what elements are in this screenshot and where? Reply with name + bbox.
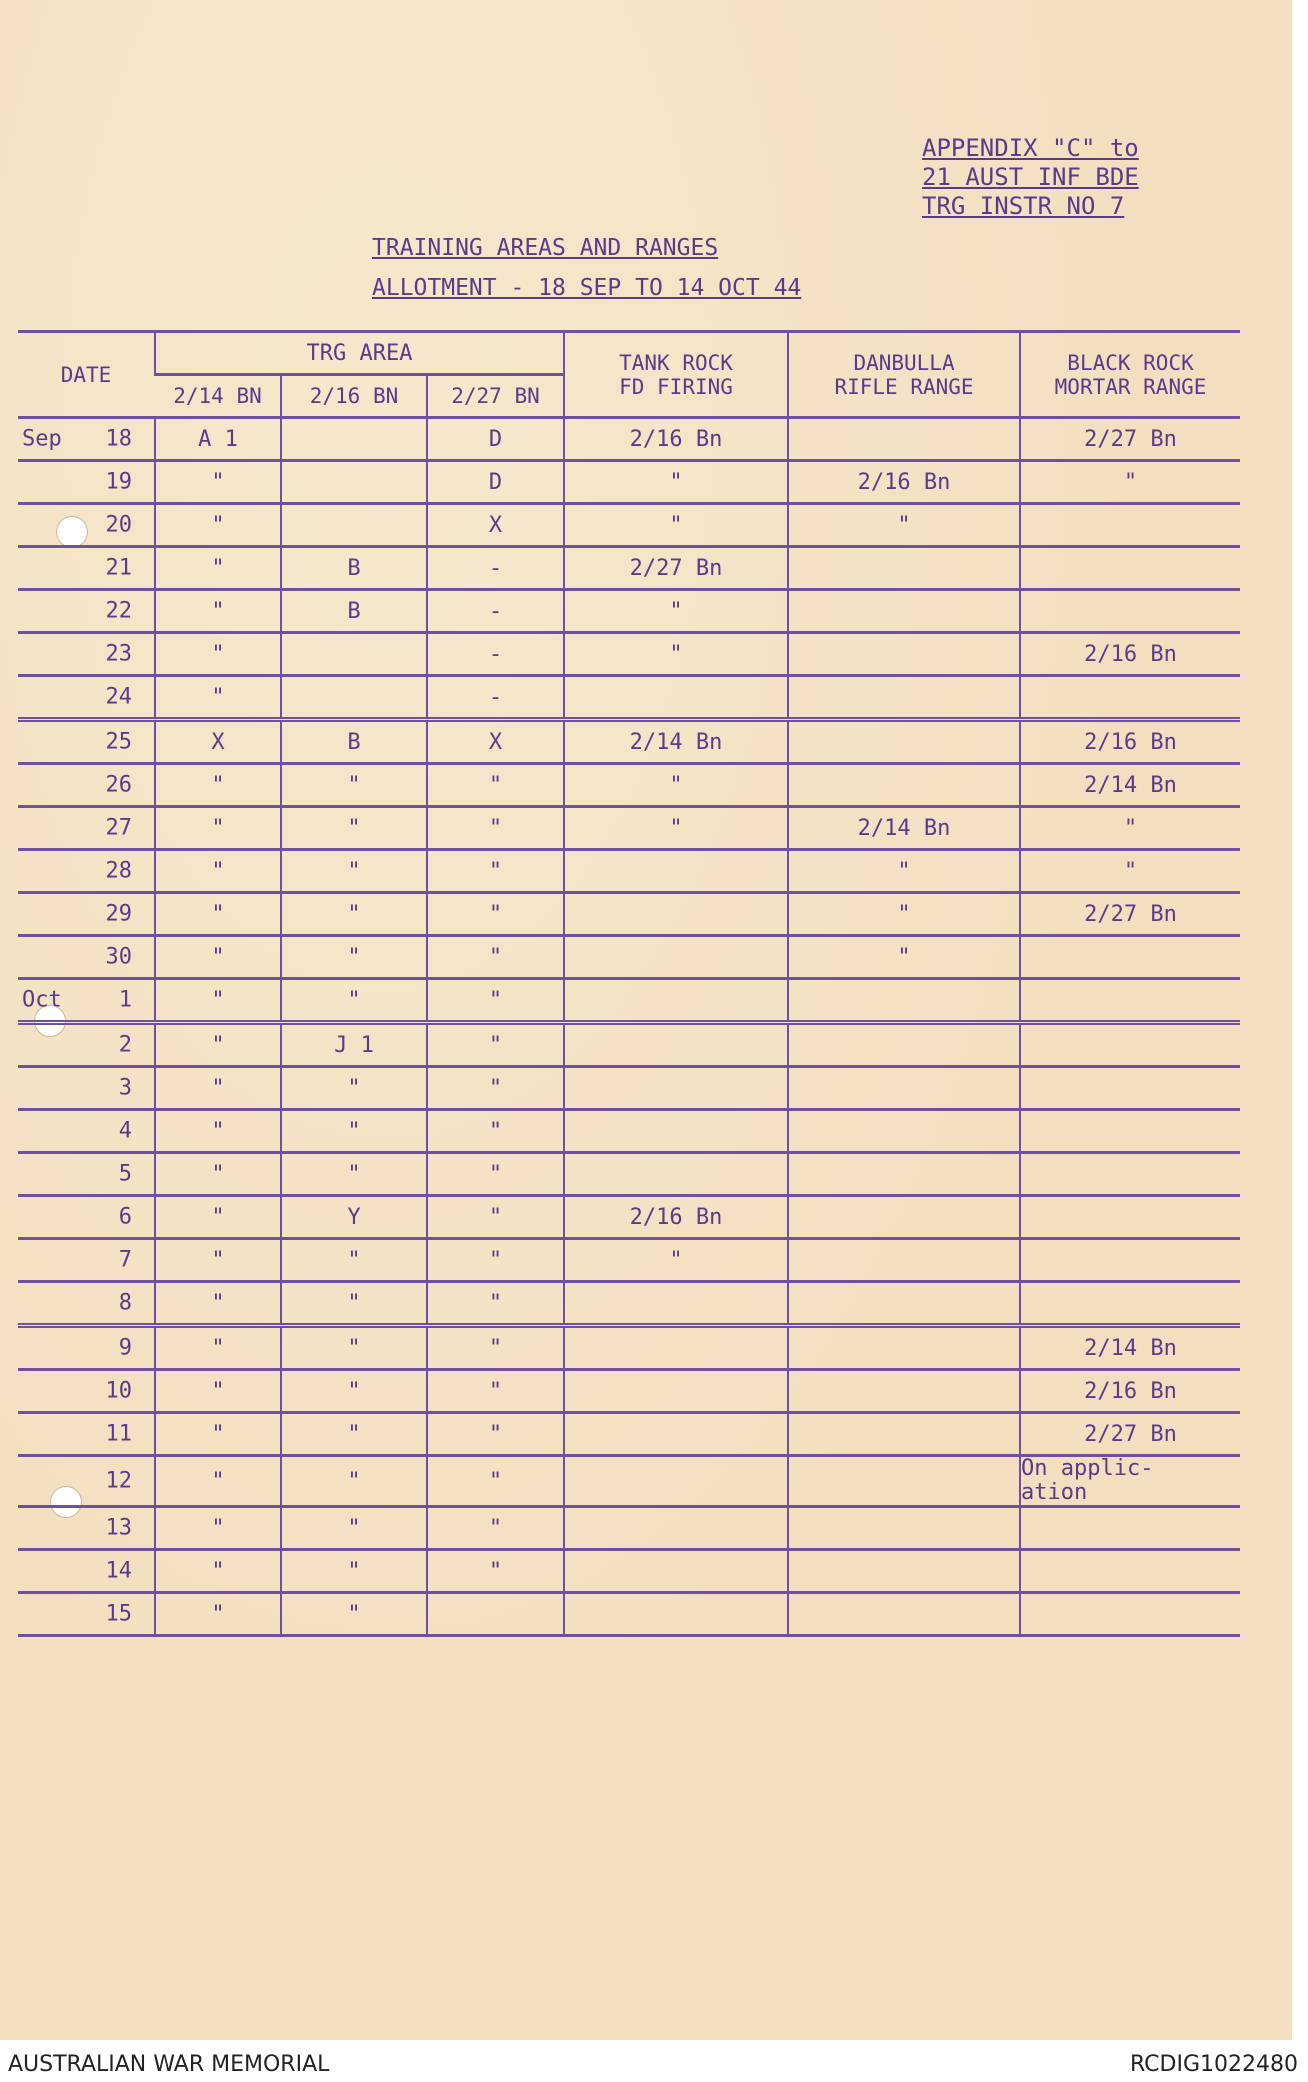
cell-black-rock bbox=[1020, 1023, 1240, 1067]
date-day: 14 bbox=[105, 1558, 132, 1584]
title-line-1: TRAINING AREAS AND RANGES bbox=[372, 235, 719, 261]
cell-date bbox=[18, 850, 155, 893]
cell-date bbox=[18, 807, 155, 850]
date-day: 7 bbox=[118, 1247, 132, 1273]
cell-date bbox=[18, 1239, 155, 1282]
cell-danbulla bbox=[788, 633, 1020, 676]
cell-tank-rock bbox=[564, 1067, 788, 1110]
cell-trg-2-27: - bbox=[427, 590, 564, 633]
cell-trg-2-27: " bbox=[427, 1370, 564, 1413]
footer-id: RCDIG1022480 bbox=[1129, 2052, 1298, 2077]
cell-trg-2-16: " bbox=[281, 1110, 427, 1153]
cell-trg-2-27: D bbox=[427, 418, 564, 461]
table-row bbox=[18, 1110, 1240, 1153]
date-day: 4 bbox=[118, 1118, 132, 1144]
cell-trg-2-16 bbox=[281, 461, 427, 504]
cell-tank-rock bbox=[564, 1550, 788, 1593]
cell-trg-2-14: " bbox=[155, 979, 281, 1023]
cell-black-rock bbox=[1020, 676, 1240, 720]
cell-trg-2-27: " bbox=[427, 807, 564, 850]
cell-trg-2-16: " bbox=[281, 1067, 427, 1110]
cell-tank-rock bbox=[564, 1413, 788, 1456]
header-danbulla bbox=[788, 332, 1020, 418]
cell-trg-2-16: B bbox=[281, 547, 427, 590]
cell-tank-rock bbox=[564, 1153, 788, 1196]
table-row bbox=[18, 418, 1240, 461]
cell-trg-2-16: " bbox=[281, 1370, 427, 1413]
table-row bbox=[18, 936, 1240, 979]
cell-trg-2-14: " bbox=[155, 504, 281, 547]
table-row bbox=[18, 1239, 1240, 1282]
date-day: 8 bbox=[118, 1290, 132, 1316]
cell-trg-2-16: " bbox=[281, 764, 427, 807]
cell-tank-rock bbox=[564, 1023, 788, 1067]
cell-trg-2-14: " bbox=[155, 807, 281, 850]
cell-danbulla bbox=[788, 764, 1020, 807]
cell-danbulla bbox=[788, 1239, 1020, 1282]
date-day: 2 bbox=[118, 1032, 132, 1058]
cell-trg-2-16: " bbox=[281, 1593, 427, 1636]
cell-tank-rock bbox=[564, 1456, 788, 1507]
cell-trg-2-27 bbox=[427, 1593, 564, 1636]
table-row bbox=[18, 764, 1240, 807]
cell-trg-2-27: " bbox=[427, 1326, 564, 1370]
cell-tank-rock bbox=[564, 1282, 788, 1326]
cell-danbulla bbox=[788, 1196, 1020, 1239]
cell-trg-2-27: " bbox=[427, 1239, 564, 1282]
cell-trg-2-14: " bbox=[155, 1067, 281, 1110]
cell-black-rock: 2/27 Bn bbox=[1020, 1413, 1240, 1456]
cell-trg-2-16: " bbox=[281, 1326, 427, 1370]
header-danbulla-line-1: DANBULLA bbox=[853, 350, 955, 375]
cell-trg-2-14: " bbox=[155, 633, 281, 676]
cell-trg-2-27: " bbox=[427, 1507, 564, 1550]
footer-bar bbox=[0, 2046, 1308, 2082]
table-row bbox=[18, 1413, 1240, 1456]
date-day: 18 bbox=[105, 426, 132, 452]
cell-danbulla: " bbox=[788, 893, 1020, 936]
cell-trg-2-27: " bbox=[427, 1110, 564, 1153]
cell-trg-2-14: " bbox=[155, 590, 281, 633]
table-header bbox=[18, 332, 1240, 418]
cell-date bbox=[18, 1023, 155, 1067]
cell-trg-2-27: D bbox=[427, 461, 564, 504]
cell-trg-2-16: " bbox=[281, 807, 427, 850]
cell-danbulla bbox=[788, 676, 1020, 720]
cell-black-rock bbox=[1020, 979, 1240, 1023]
cell-tank-rock: 2/14 Bn bbox=[564, 720, 788, 764]
cell-black-rock bbox=[1020, 1593, 1240, 1636]
cell-black-rock bbox=[1020, 547, 1240, 590]
date-day: 6 bbox=[118, 1204, 132, 1230]
table-row bbox=[18, 807, 1240, 850]
cell-tank-rock bbox=[564, 1326, 788, 1370]
cell-danbulla bbox=[788, 1370, 1020, 1413]
cell-danbulla: " bbox=[788, 850, 1020, 893]
table-row bbox=[18, 504, 1240, 547]
cell-trg-2-16: " bbox=[281, 979, 427, 1023]
cell-black-rock bbox=[1020, 1550, 1240, 1593]
cell-tank-rock: 2/16 Bn bbox=[564, 418, 788, 461]
header-bn-2-14: 2/14 BN bbox=[155, 375, 281, 418]
date-day: 10 bbox=[105, 1378, 132, 1404]
cell-danbulla: " bbox=[788, 936, 1020, 979]
date-day: 21 bbox=[105, 555, 132, 581]
cell-trg-2-14: " bbox=[155, 547, 281, 590]
cell-danbulla bbox=[788, 1282, 1020, 1326]
cell-trg-2-16: " bbox=[281, 1282, 427, 1326]
cell-trg-2-16: " bbox=[281, 1456, 427, 1507]
cell-black-rock bbox=[1020, 1110, 1240, 1153]
date-month: Sep bbox=[22, 426, 62, 452]
cell-date bbox=[18, 1110, 155, 1153]
cell-date bbox=[18, 764, 155, 807]
header-danbulla-line-2: RIFLE RANGE bbox=[834, 374, 974, 399]
cell-black-rock: 2/16 Bn bbox=[1020, 720, 1240, 764]
date-day: 11 bbox=[105, 1421, 132, 1447]
cell-date bbox=[18, 1456, 155, 1507]
cell-trg-2-14: " bbox=[155, 1413, 281, 1456]
table-row bbox=[18, 590, 1240, 633]
table-row bbox=[18, 1550, 1240, 1593]
allotment-table bbox=[18, 330, 1240, 1637]
cell-danbulla bbox=[788, 1326, 1020, 1370]
cell-date bbox=[18, 1550, 155, 1593]
date-day: 5 bbox=[118, 1161, 132, 1187]
cell-trg-2-14: " bbox=[155, 1110, 281, 1153]
header-bn-2-27: 2/27 BN bbox=[427, 375, 564, 418]
cell-trg-2-27: " bbox=[427, 1067, 564, 1110]
cell-date bbox=[18, 1282, 155, 1326]
table-row bbox=[18, 720, 1240, 764]
footer-source: AUSTRALIAN WAR MEMORIAL bbox=[8, 2052, 330, 2077]
cell-black-rock bbox=[1020, 504, 1240, 547]
cell-trg-2-16 bbox=[281, 504, 427, 547]
date-day: 22 bbox=[105, 598, 132, 624]
cell-trg-2-27: " bbox=[427, 1023, 564, 1067]
cell-danbulla: " bbox=[788, 504, 1020, 547]
date-day: 29 bbox=[105, 901, 132, 927]
appendix-reference bbox=[922, 134, 1139, 221]
cell-date bbox=[18, 461, 155, 504]
table-row bbox=[18, 1023, 1240, 1067]
header-tank-rock-line-1: TANK ROCK bbox=[619, 350, 733, 375]
cell-tank-rock bbox=[564, 1507, 788, 1550]
appendix-line-3: TRG INSTR NO 7 bbox=[922, 192, 1125, 220]
cell-tank-rock bbox=[564, 1593, 788, 1636]
date-day: 19 bbox=[105, 469, 132, 495]
table-row bbox=[18, 893, 1240, 936]
table-body bbox=[18, 418, 1240, 1636]
date-day: 24 bbox=[105, 684, 132, 710]
cell-trg-2-27: " bbox=[427, 1153, 564, 1196]
cell-date bbox=[18, 1326, 155, 1370]
cell-trg-2-16: " bbox=[281, 850, 427, 893]
cell-black-rock: 2/16 Bn bbox=[1020, 1370, 1240, 1413]
cell-date bbox=[18, 418, 155, 461]
cell-trg-2-27: " bbox=[427, 1550, 564, 1593]
table-row bbox=[18, 547, 1240, 590]
cell-trg-2-16: J 1 bbox=[281, 1023, 427, 1067]
cell-black-rock bbox=[1020, 1067, 1240, 1110]
cell-date bbox=[18, 1153, 155, 1196]
cell-danbulla bbox=[788, 547, 1020, 590]
cell-trg-2-14: " bbox=[155, 1153, 281, 1196]
cell-tank-rock: 2/16 Bn bbox=[564, 1196, 788, 1239]
cell-trg-2-27: - bbox=[427, 547, 564, 590]
cell-tank-rock bbox=[564, 850, 788, 893]
table-row bbox=[18, 1370, 1240, 1413]
cell-trg-2-16: " bbox=[281, 1239, 427, 1282]
cell-tank-rock: " bbox=[564, 461, 788, 504]
date-month: Oct bbox=[22, 987, 62, 1013]
table-row bbox=[18, 1153, 1240, 1196]
cell-trg-2-14: " bbox=[155, 1550, 281, 1593]
header-tank-rock-line-2: FD FIRING bbox=[619, 374, 733, 399]
header-tank-rock bbox=[564, 332, 788, 418]
cell-trg-2-14: " bbox=[155, 936, 281, 979]
cell-date bbox=[18, 936, 155, 979]
date-day: 9 bbox=[118, 1335, 132, 1361]
cell-tank-rock: " bbox=[564, 590, 788, 633]
cell-danbulla bbox=[788, 1550, 1020, 1593]
cell-black-rock: 2/14 Bn bbox=[1020, 1326, 1240, 1370]
cell-trg-2-16: " bbox=[281, 1550, 427, 1593]
cell-date bbox=[18, 1067, 155, 1110]
cell-black-rock bbox=[1020, 1507, 1240, 1550]
cell-black-rock: On applic- ation bbox=[1020, 1456, 1240, 1507]
cell-trg-2-27: " bbox=[427, 1282, 564, 1326]
cell-trg-2-16: B bbox=[281, 590, 427, 633]
cell-trg-2-27: " bbox=[427, 1196, 564, 1239]
cell-black-rock bbox=[1020, 1196, 1240, 1239]
cell-trg-2-27: X bbox=[427, 720, 564, 764]
cell-danbulla bbox=[788, 1413, 1020, 1456]
table-row bbox=[18, 633, 1240, 676]
cell-trg-2-16 bbox=[281, 633, 427, 676]
cell-tank-rock: " bbox=[564, 764, 788, 807]
cell-trg-2-16: Y bbox=[281, 1196, 427, 1239]
cell-danbulla bbox=[788, 590, 1020, 633]
cell-tank-rock bbox=[564, 936, 788, 979]
date-day: 20 bbox=[105, 512, 132, 538]
cell-tank-rock: " bbox=[564, 504, 788, 547]
cell-trg-2-27: - bbox=[427, 676, 564, 720]
cell-trg-2-14: " bbox=[155, 1593, 281, 1636]
cell-date bbox=[18, 1413, 155, 1456]
table-row bbox=[18, 850, 1240, 893]
cell-danbulla bbox=[788, 1023, 1020, 1067]
cell-date bbox=[18, 1196, 155, 1239]
cell-tank-rock bbox=[564, 979, 788, 1023]
cell-trg-2-14: " bbox=[155, 850, 281, 893]
cell-tank-rock bbox=[564, 1370, 788, 1413]
cell-trg-2-27: " bbox=[427, 1456, 564, 1507]
cell-tank-rock: " bbox=[564, 1239, 788, 1282]
header-black-rock-line-1: BLACK ROCK bbox=[1067, 350, 1194, 375]
cell-danbulla bbox=[788, 1110, 1020, 1153]
cell-date bbox=[18, 547, 155, 590]
header-date: DATE bbox=[18, 332, 155, 418]
cell-date bbox=[18, 893, 155, 936]
cell-black-rock bbox=[1020, 1153, 1240, 1196]
cell-trg-2-16: " bbox=[281, 936, 427, 979]
date-day: 3 bbox=[118, 1075, 132, 1101]
cell-trg-2-14: " bbox=[155, 1326, 281, 1370]
table-row bbox=[18, 1067, 1240, 1110]
date-day: 1 bbox=[118, 987, 132, 1013]
cell-trg-2-27: " bbox=[427, 764, 564, 807]
cell-black-rock: " bbox=[1020, 850, 1240, 893]
cell-date bbox=[18, 1507, 155, 1550]
header-black-rock-line-2: MORTAR RANGE bbox=[1054, 374, 1207, 399]
table-row bbox=[18, 1196, 1240, 1239]
cell-black-rock bbox=[1020, 1239, 1240, 1282]
table-row bbox=[18, 1456, 1240, 1507]
cell-trg-2-14: X bbox=[155, 720, 281, 764]
cell-tank-rock: " bbox=[564, 633, 788, 676]
cell-trg-2-14: " bbox=[155, 1196, 281, 1239]
table-row bbox=[18, 1593, 1240, 1636]
date-day: 23 bbox=[105, 641, 132, 667]
date-day: 25 bbox=[105, 729, 132, 755]
cell-black-rock: " bbox=[1020, 807, 1240, 850]
cell-danbulla bbox=[788, 418, 1020, 461]
date-day: 15 bbox=[105, 1601, 132, 1627]
cell-trg-2-27: " bbox=[427, 893, 564, 936]
header-bn-2-16: 2/16 BN bbox=[281, 375, 427, 418]
cell-trg-2-14: " bbox=[155, 1507, 281, 1550]
cell-trg-2-14: " bbox=[155, 461, 281, 504]
cell-black-rock: 2/27 Bn bbox=[1020, 893, 1240, 936]
cell-black-rock: 2/27 Bn bbox=[1020, 418, 1240, 461]
cell-danbulla bbox=[788, 1507, 1020, 1550]
date-day: 30 bbox=[105, 944, 132, 970]
cell-black-rock bbox=[1020, 590, 1240, 633]
cell-tank-rock: 2/27 Bn bbox=[564, 547, 788, 590]
table-row bbox=[18, 461, 1240, 504]
cell-danbulla bbox=[788, 1456, 1020, 1507]
cell-trg-2-14: " bbox=[155, 893, 281, 936]
cell-danbulla bbox=[788, 1593, 1020, 1636]
cell-trg-2-16: " bbox=[281, 1507, 427, 1550]
cell-trg-2-14: " bbox=[155, 1239, 281, 1282]
cell-danbulla bbox=[788, 1067, 1020, 1110]
cell-date bbox=[18, 633, 155, 676]
table-row bbox=[18, 676, 1240, 720]
cell-date bbox=[18, 1370, 155, 1413]
cell-trg-2-14: " bbox=[155, 1282, 281, 1326]
cell-trg-2-14: " bbox=[155, 1370, 281, 1413]
document-title bbox=[372, 228, 801, 308]
date-day: 27 bbox=[105, 815, 132, 841]
header-black-rock bbox=[1020, 332, 1240, 418]
date-day: 28 bbox=[105, 858, 132, 884]
cell-danbulla bbox=[788, 1153, 1020, 1196]
cell-trg-2-16 bbox=[281, 418, 427, 461]
cell-trg-2-27: " bbox=[427, 936, 564, 979]
table-row bbox=[18, 1282, 1240, 1326]
cell-trg-2-14: " bbox=[155, 764, 281, 807]
cell-trg-2-27: " bbox=[427, 850, 564, 893]
header-trg-area: TRG AREA bbox=[155, 332, 564, 375]
cell-date bbox=[18, 504, 155, 547]
cell-tank-rock bbox=[564, 893, 788, 936]
cell-black-rock bbox=[1020, 1282, 1240, 1326]
cell-date bbox=[18, 676, 155, 720]
cell-trg-2-14: " bbox=[155, 676, 281, 720]
cell-date bbox=[18, 720, 155, 764]
cell-date bbox=[18, 590, 155, 633]
cell-danbulla: 2/14 Bn bbox=[788, 807, 1020, 850]
cell-trg-2-27: - bbox=[427, 633, 564, 676]
table-row bbox=[18, 1507, 1240, 1550]
cell-trg-2-16: " bbox=[281, 1413, 427, 1456]
cell-black-rock bbox=[1020, 936, 1240, 979]
cell-trg-2-14: " bbox=[155, 1023, 281, 1067]
cell-tank-rock bbox=[564, 1110, 788, 1153]
cell-tank-rock bbox=[564, 676, 788, 720]
cell-trg-2-16: " bbox=[281, 893, 427, 936]
cell-date bbox=[18, 979, 155, 1023]
date-day: 12 bbox=[105, 1468, 132, 1494]
table-row bbox=[18, 1326, 1240, 1370]
cell-black-rock: 2/16 Bn bbox=[1020, 633, 1240, 676]
cell-trg-2-14: " bbox=[155, 1456, 281, 1507]
cell-trg-2-27: X bbox=[427, 504, 564, 547]
cell-black-rock: 2/14 Bn bbox=[1020, 764, 1240, 807]
cell-trg-2-27: " bbox=[427, 979, 564, 1023]
title-line-2: ALLOTMENT - 18 SEP TO 14 OCT 44 bbox=[372, 275, 802, 301]
cell-danbulla bbox=[788, 720, 1020, 764]
appendix-line-1: APPENDIX "C" to bbox=[922, 134, 1139, 162]
cell-trg-2-14: A 1 bbox=[155, 418, 281, 461]
appendix-line-2: 21 AUST INF BDE bbox=[922, 163, 1139, 191]
cell-trg-2-27: " bbox=[427, 1413, 564, 1456]
date-day: 26 bbox=[105, 772, 132, 798]
cell-date bbox=[18, 1593, 155, 1636]
date-day: 13 bbox=[105, 1515, 132, 1541]
cell-trg-2-16 bbox=[281, 676, 427, 720]
table-row bbox=[18, 979, 1240, 1023]
cell-danbulla bbox=[788, 979, 1020, 1023]
cell-black-rock: " bbox=[1020, 461, 1240, 504]
cell-trg-2-16: " bbox=[281, 1153, 427, 1196]
cell-danbulla: 2/16 Bn bbox=[788, 461, 1020, 504]
cell-tank-rock: " bbox=[564, 807, 788, 850]
cell-trg-2-16: B bbox=[281, 720, 427, 764]
